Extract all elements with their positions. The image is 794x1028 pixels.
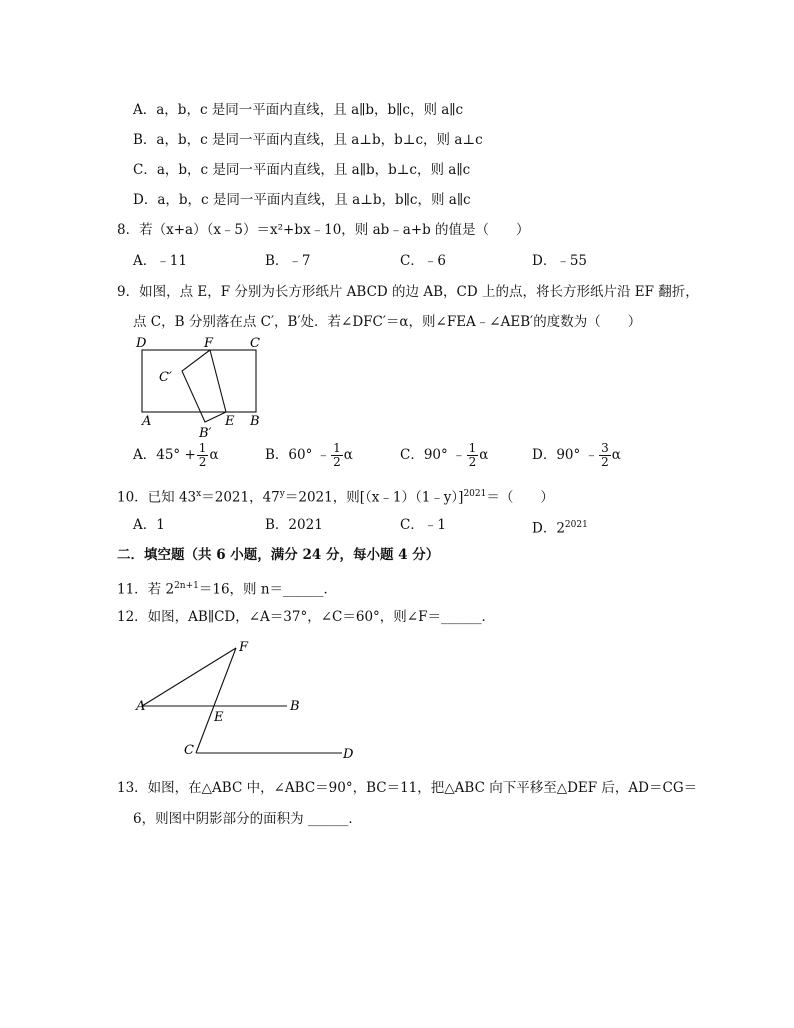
q9-label-e: E xyxy=(225,414,235,429)
q10-stem: 10．已知 $43^x=2021$，$47^y=2021$，则[（x﹣1）（1﹣y）]$^{2021}$＝（ ） xyxy=(117,489,554,506)
q12-label-b: B xyxy=(290,699,300,714)
q7-option-c: C．a，b，c 是同一平面内直线，且 a∥b，b⊥c，则 a∥c xyxy=(133,162,471,178)
q9-option-b: B．60° ﹣ $\frac{1}{2}$ α xyxy=(265,441,353,469)
q10-option-d: D．$2^{2021}$ xyxy=(532,520,588,537)
q12-label-c: C xyxy=(184,743,194,758)
q12-label-d: D xyxy=(343,747,354,762)
q13-stem-line1: 13．如图，在△ABC 中，∠ABC＝90°，BC＝11，把△ABC 向下平移至△DEF 后，AD＝CG＝ xyxy=(117,780,698,796)
q9-label-f: F xyxy=(204,336,214,351)
q8-option-d: D．﹣55 xyxy=(532,253,588,269)
q12-line-cf xyxy=(196,648,236,753)
q8-option-a: A．﹣11 xyxy=(133,253,187,269)
q7-option-b: B．a，b，c 是同一平面内直线，且 a⊥b，b⊥c，则 a⊥c xyxy=(133,132,483,148)
q12-label-a: A xyxy=(136,699,146,714)
q9-label-c: C xyxy=(250,336,260,351)
q12-figure xyxy=(132,636,357,764)
q9-label-c-prime: C′ xyxy=(159,370,172,385)
q7-option-d: D．a，b，c 是同一平面内直线，且 a⊥b，b∥c，则 a∥c xyxy=(133,192,471,208)
q10-option-b: B．2021 xyxy=(265,517,323,533)
q10-option-c: C．﹣1 xyxy=(400,517,446,533)
q9-stem-line1: 9．如图，点 E，F 分别为长方形纸片 ABCD 的边 AB，CD 上的点，将长方形纸片沿 EF 翻折， xyxy=(117,284,699,300)
q12-stem: 12．如图，AB∥CD，∠A＝37°，∠C＝60°，则∠F＝______． xyxy=(117,609,495,625)
q9-label-a: A xyxy=(142,414,152,429)
q12-label-f: F xyxy=(239,640,249,655)
section2-title: 二．填空题（共 6 小题，满分 24 分，每小题 4 分） xyxy=(117,547,440,563)
q7-option-a: A．a，b，c 是同一平面内直线，且 a∥b，b∥c，则 a∥c xyxy=(133,102,464,118)
q12-line-af xyxy=(142,648,236,706)
q9-option-d: D．90° ﹣ $\frac{3}{2}$ α xyxy=(532,441,621,469)
q13-stem-line2: 6，则图中阴影部分的面积为 ______． xyxy=(133,811,362,827)
q9-label-b: B xyxy=(250,414,260,429)
q10-option-a: A．1 xyxy=(133,517,165,533)
q9-option-c: C．90° ﹣ $\frac{1}{2}$ α xyxy=(400,441,489,469)
q9-fold-line-ef xyxy=(210,350,226,412)
q11-stem: 11．若 $2^{2n+1}=16$，则 n＝______． xyxy=(117,581,338,598)
q9-figure xyxy=(130,333,275,443)
q9-stem-line2: 点 C，B 分别落在点 C′，B′处．若∠DFC′＝α，则∠FEA﹣∠AEB′的度数为（ ） xyxy=(133,314,642,330)
q8-option-c: C．﹣6 xyxy=(400,253,446,269)
q9-label-d: D xyxy=(136,336,147,351)
q9-option-a: A．45° + $\frac{1}{2}$ α xyxy=(133,441,219,469)
q8-stem: 8．若（x+a）（x﹣5）＝x²+bx﹣10，则 ab﹣a+b 的值是（ ） xyxy=(117,222,530,238)
q9-label-b-prime: B′ xyxy=(199,426,212,441)
q12-label-e: E xyxy=(214,710,224,725)
q8-option-b: B．﹣7 xyxy=(265,253,311,269)
